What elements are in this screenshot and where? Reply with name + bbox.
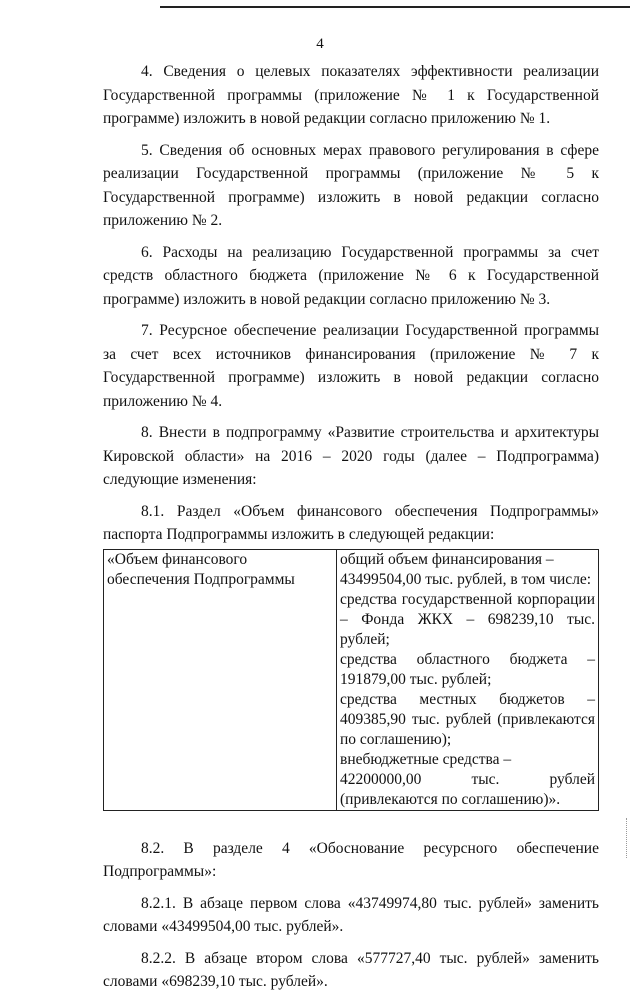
paragraph-4: 4. Сведения о целевых показателях эффективности реализации Государственной программы (приложение № 1 к Государственной программе) изложить в новой редакции согласно приложению № 1. bbox=[103, 63, 599, 127]
table-cell-label: «Объем финансового обеспечения Подпрограммы bbox=[104, 549, 337, 810]
table-line: средства местных бюджетов – 409385,90 тыс. рублей (привлекаются по соглашению); bbox=[340, 690, 595, 748]
table-line: внебюджетные средства – bbox=[340, 750, 512, 768]
scan-mark bbox=[626, 818, 628, 858]
finance-table-wrap bbox=[103, 549, 599, 811]
paragraph-8-2-1: 8.2.1. В абзаце первом слова «43749974,80 тыс. рублей» заменить словами «43499504,00 тыс. рублей». bbox=[103, 894, 599, 935]
paragraph-6: 6. Расходы на реализацию Государственной программы за счет средств областного бюджета (приложение № 6 к Государственной программе) изложить в новой редакции согласно приложению № 3. bbox=[103, 243, 599, 308]
paragraph-5: 5. Сведения об основных мерах правового регулирования в сфере реализации Государственной программы (приложение № 5 к Государственной программе) изложить в новой редакции согласно приложению № 2. bbox=[103, 141, 599, 229]
paragraph-8-1: 8.1. Раздел «Объем финансового обеспечения Подпрограммы» паспорта Подпрограммы изложить в следующей редакции: bbox=[103, 502, 599, 543]
top-rule bbox=[160, 6, 630, 8]
finance-table bbox=[103, 549, 599, 811]
page-number: 4 bbox=[316, 36, 324, 52]
paragraph-8-2: 8.2. В разделе 4 «Обоснование ресурсного обеспечение Подпрограммы»: bbox=[103, 839, 599, 880]
table-line: 42200000,00 тыс. рублей (привлекаются по соглашению)». bbox=[340, 770, 595, 808]
paragraph-8-2-2: 8.2.2. В абзаце втором слова «577727,40 тыс. рублей» заменить словами «698239,10 тыс. рублей». bbox=[103, 949, 599, 990]
paragraph-7: 7. Ресурсное обеспечение реализации Государственной программы за счет всех источников финансирования (приложение № 7 к Государственной программе) изложить в новой редакции согласно приложению № 4. bbox=[103, 322, 599, 410]
table-row bbox=[104, 549, 599, 810]
table-line: общий объем финансирования – bbox=[340, 550, 554, 568]
table-line: 43499504,00 тыс. рублей, в том числе: bbox=[340, 570, 592, 588]
paragraph-8: 8. Внести в подпрограмму «Развитие строительства и архитектуры Кировской области» на 2016 – 2020 годы (далее – Подпрограмма) следующие изменения: bbox=[103, 424, 599, 488]
table-line: средства областного бюджета – 191879,00 тыс. рублей; bbox=[340, 650, 595, 688]
document-body bbox=[103, 60, 599, 1002]
table-cell-values bbox=[337, 549, 599, 810]
table-line: средства государственной корпорации – Фонда ЖКХ – 698239,10 тыс. рублей; bbox=[340, 590, 595, 648]
